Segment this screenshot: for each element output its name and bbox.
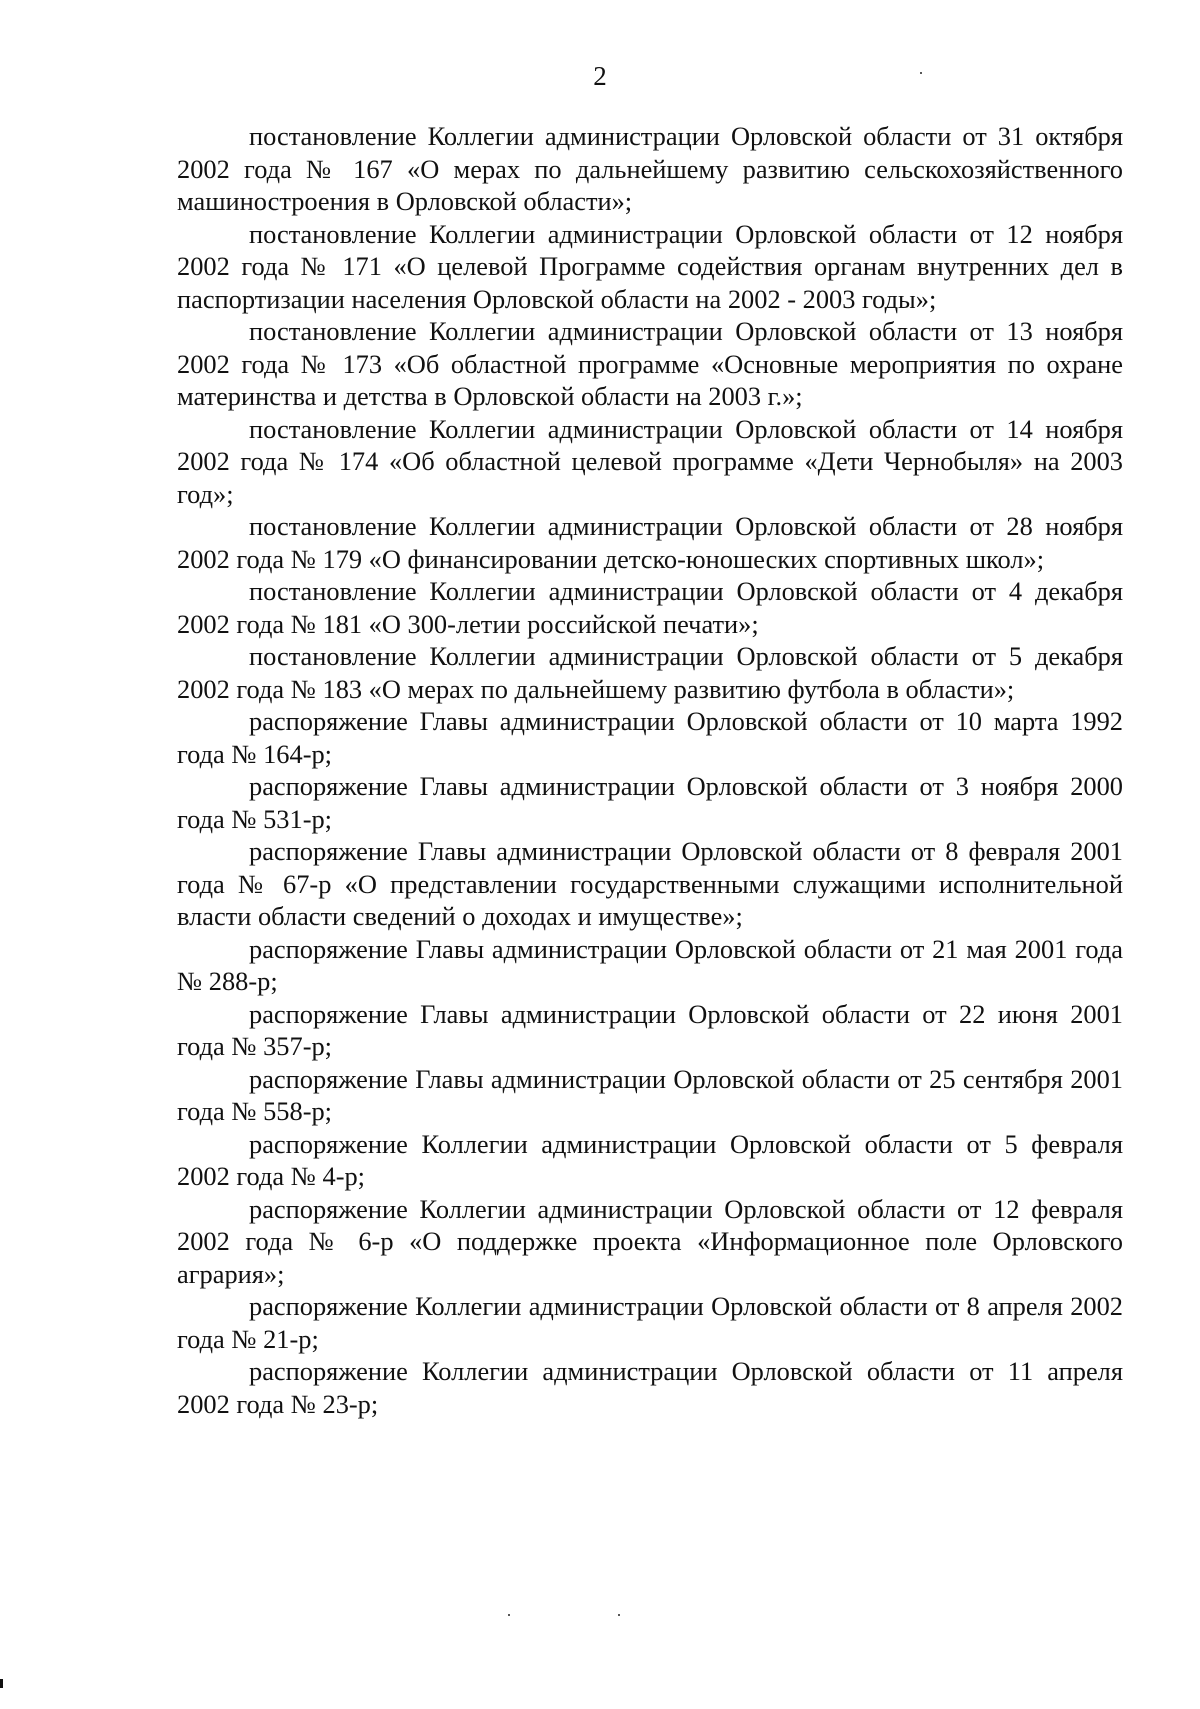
document-body (177, 120, 1123, 1420)
list-item: постановление Коллегии администрации Орловской области от 13 ноября 2002 года № 173 «Об областной программе «Основные мероприятия по охране материнства и детства в Орловской области на 2003 г.»; (177, 316, 1123, 411)
list-item: постановление Коллегии администрации Орловской области от 5 декабря 2002 года № 183 «О мерах по дальнейшему развитию футбола в области»; (177, 641, 1123, 704)
scan-edge-mark (0, 1679, 3, 1688)
scan-speck (618, 1614, 620, 1616)
list-item: распоряжение Главы администрации Орловской области от 3 ноября 2000 года № 531-р; (177, 771, 1123, 834)
list-item: постановление Коллегии администрации Орловской области от 28 ноября 2002 года № 179 «О финансировании детско-юношеских спортивных школ»; (177, 511, 1123, 574)
list-item: распоряжение Главы администрации Орловской области от 22 июня 2001 года № 357-р; (177, 998, 1123, 1061)
list-item: распоряжение Коллегии администрации Орловской области от 11 апреля 2002 года № 23-р; (177, 1356, 1123, 1419)
list-item: распоряжение Коллегии администрации Орловской области от 5 февраля 2002 года № 4-р; (177, 1128, 1123, 1191)
list-item: распоряжение Главы администрации Орловской области от 21 мая 2001 года № 288-р; (177, 933, 1123, 996)
list-item: распоряжение Коллегии администрации Орловской области от 8 апреля 2002 года № 21-р; (177, 1291, 1123, 1354)
scan-speck (920, 72, 922, 74)
list-item: распоряжение Главы администрации Орловской области от 8 февраля 2001 года № 67-р «О представлении государственными служащими исполнительной власти области сведений о доходах и имуществе»; (177, 836, 1123, 931)
page-number: 2 (593, 61, 607, 91)
list-item: распоряжение Главы администрации Орловской области от 10 марта 1992 года № 164-р; (177, 706, 1123, 769)
list-item: распоряжение Коллегии администрации Орловской области от 12 февраля 2002 года № 6-р «О поддержке проекта «Информационное поле Орловского агрария»; (177, 1193, 1123, 1289)
list-item: постановление Коллегии администрации Орловской области от 14 ноября 2002 года № 174 «Об областной целевой программе «Дети Чернобыля» на 2003 год»; (177, 413, 1123, 509)
list-item: постановление Коллегии администрации Орловской области от 31 октября 2002 года № 167 «О мерах по дальнейшему развитию сельскохозяйственного машиностроения в Орловской области»; (177, 121, 1123, 216)
scan-speck (508, 1614, 510, 1616)
list-item: постановление Коллегии администрации Орловской области от 12 ноября 2002 года № 171 «О целевой Программе содействия органам внутренних дел в паспортизации населения Орловской области на 2002 - 2003 годы»; (177, 218, 1123, 314)
list-item: распоряжение Главы администрации Орловской области от 25 сентября 2001 года № 558-р; (177, 1063, 1123, 1126)
list-item: постановление Коллегии администрации Орловской области от 4 декабря 2002 года № 181 «О 300-летии российской печати»; (177, 576, 1123, 639)
